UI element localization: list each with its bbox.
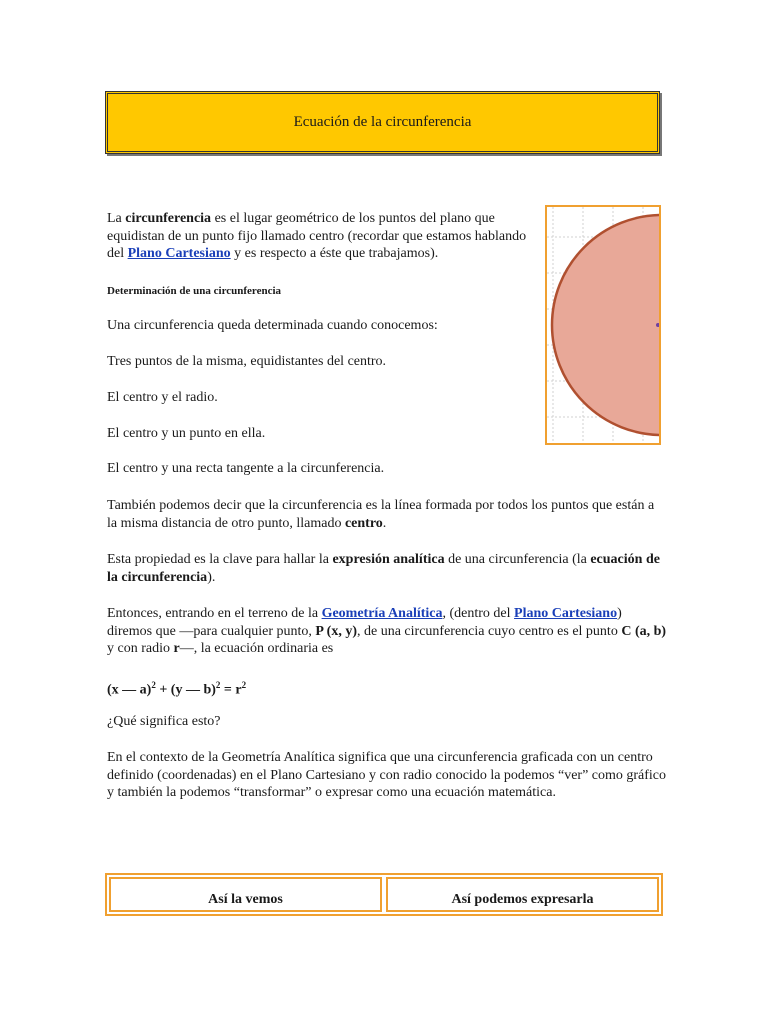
then-text-2: , (dentro del — [442, 606, 515, 621]
equation — [107, 677, 246, 699]
then-bold-center: C (a, b) — [621, 623, 667, 639]
intro-text-1: La — [107, 211, 126, 226]
equation-exponent-2: 2 — [215, 680, 221, 690]
then-bold-point: P (x, y) — [315, 623, 357, 639]
list-item: El centro y una recta tangente a la circunferencia. — [107, 461, 385, 476]
property-bold-1: expresión analítica — [332, 552, 445, 567]
also-paragraph — [107, 497, 662, 532]
circle-graphic — [547, 207, 659, 443]
intro-text-2: es el lugar geométrico de los puntos del plano que equidistan de un punto fijo llamado centro (recordar que estamos hablando del — [107, 211, 527, 261]
title-box — [105, 91, 660, 154]
intro-paragraph — [107, 210, 527, 263]
plano-cartesiano-link[interactable]: Plano Cartesiano — [127, 246, 231, 261]
page-title: Ecuación de la circunferencia — [293, 114, 472, 130]
then-bold-radius: r — [173, 641, 180, 656]
then-paragraph — [107, 605, 667, 658]
also-text-2: . — [382, 515, 387, 531]
then-text-3: ) diremos que —para cualquier punto, — [107, 606, 622, 639]
also-text-1: También podemos decir que la circunferencia es la línea formada por todos los puntos que están a la misma distancia de otro punto, llamado — [107, 498, 655, 531]
subheading: Determinación de una circunferencia — [107, 285, 282, 297]
question-text: ¿Qué significa esto? — [107, 714, 221, 729]
property-bold-2: ecuación de la circunferencia — [107, 552, 660, 585]
then-text-4: , de una circunferencia cuyo centro es el punto — [357, 623, 622, 639]
circle-shape — [552, 215, 659, 435]
list-item: El centro y el radio. — [107, 390, 218, 405]
then-text-5: y con radio — [107, 641, 174, 656]
equation-part-1: (x — a) — [107, 682, 152, 698]
table-header-cell: Así la vemos — [109, 877, 382, 912]
equation-exponent-3: 2 — [241, 680, 247, 690]
equation-exponent-1: 2 — [151, 680, 156, 690]
context-paragraph: En el contexto de la Geometría Analítica significa que una circunferencia graficada con un centro definido (coordenadas) en el Plano Cartesiano y con radio conocido la podemos “ver” como gráfico y también la podemos “transformar” o expresar como una ecuación matemática. — [107, 750, 667, 800]
property-text-3: ). — [207, 569, 216, 585]
then-text-1: Entonces, entrando en el terreno de la — [107, 606, 322, 621]
property-text-1: Esta propiedad es la clave para hallar la — [107, 552, 333, 567]
list-item: Tres puntos de la misma, equidistantes del centro. — [107, 354, 387, 369]
determined-text: Una circunferencia queda determinada cuando conocemos: — [107, 318, 438, 333]
table-header-cell: Así podemos expresarla — [386, 877, 659, 912]
plano-cartesiano-link-2[interactable]: Plano Cartesiano — [514, 606, 618, 621]
circle-figure — [545, 205, 661, 445]
geometria-analitica-link[interactable]: Geometría Analítica — [321, 606, 443, 621]
comparison-table — [105, 873, 663, 916]
list-item: El centro y un punto en ella. — [107, 426, 266, 441]
equation-part-2: + (y — b) — [155, 682, 216, 698]
equation-part-3: = r — [220, 682, 242, 698]
intro-bold-term: circunferencia — [125, 211, 212, 226]
property-paragraph — [107, 551, 662, 586]
intro-text-3: y es respecto a éste que trabajamos). — [230, 246, 439, 261]
then-text-6: —, la ecuación ordinaria es — [179, 641, 334, 656]
also-bold-centro: centro — [344, 515, 383, 531]
property-text-2: de una circunferencia (la — [444, 552, 591, 567]
